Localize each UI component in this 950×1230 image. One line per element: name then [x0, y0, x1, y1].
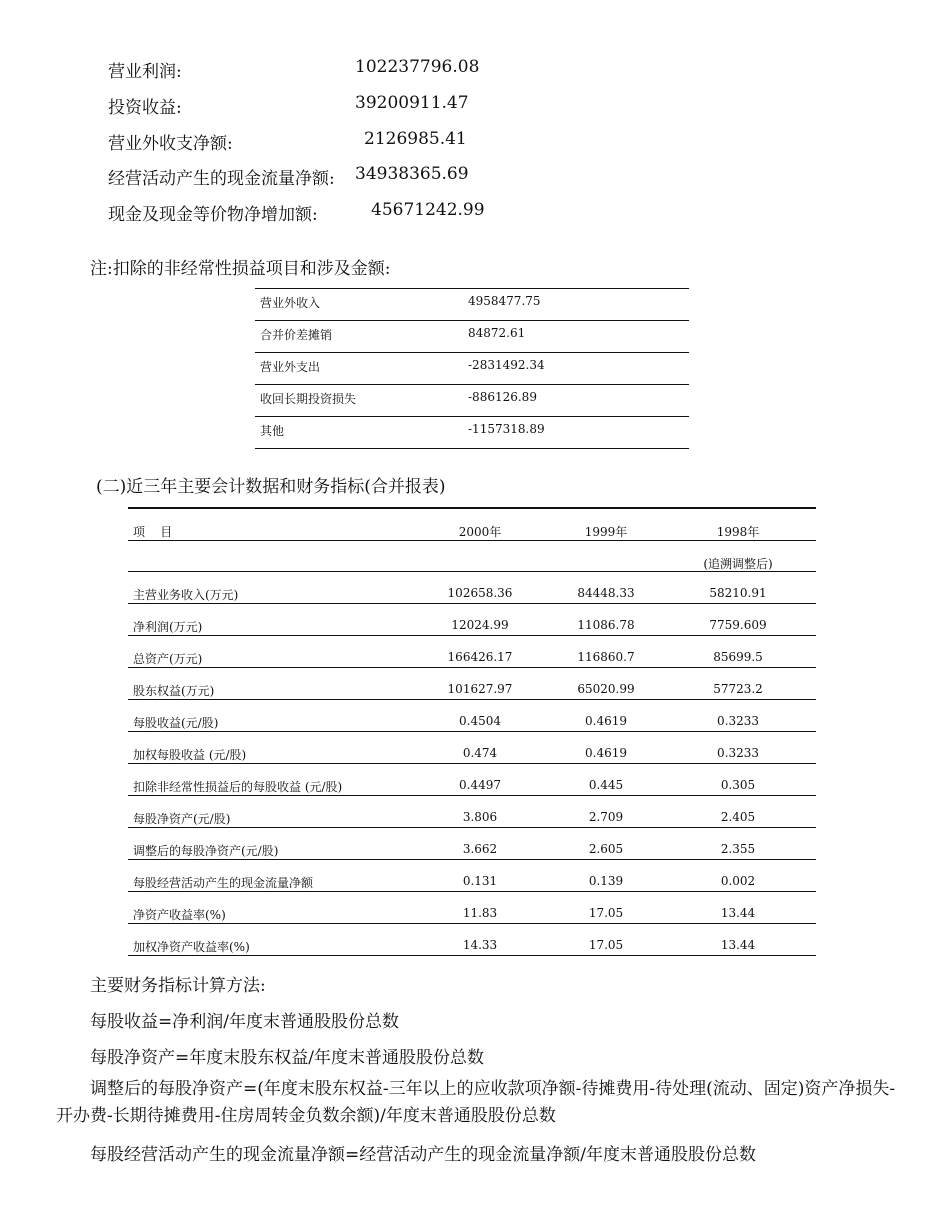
row-value: 85699.5	[713, 650, 763, 664]
summary-label-operating-cashflow: 经营活动产生的现金流量净额:	[108, 169, 335, 189]
table-row	[255, 320, 689, 352]
row-value: 12024.99	[451, 618, 509, 632]
summary-value-operating-cashflow: 34938365.69	[355, 164, 469, 184]
row-value: 2.355	[720, 842, 756, 856]
row-value: 84448.33	[577, 586, 635, 600]
summary-value-nonoperating-net: 2126985.41	[364, 129, 467, 149]
row-value: 2.709	[588, 810, 624, 824]
row-value: 14.33	[462, 938, 498, 952]
row-value: 3.662	[462, 842, 498, 856]
deduction-item: 其他	[260, 424, 285, 438]
formula-navps: 每股净资产=年度末股东权益/年度末普通股股份总数	[90, 1048, 484, 1068]
summary-value-investment-income: 39200911.47	[355, 93, 469, 113]
formula-cashflow-per-share: 每股经营活动产生的现金流量净额=经营活动产生的现金流量净额/年度末普通股股份总数	[90, 1145, 756, 1165]
table-row	[255, 384, 689, 416]
table-row	[128, 700, 816, 732]
row-label: 加权每股收益 (元/股)	[133, 748, 247, 762]
row-value: 116860.7	[577, 650, 635, 664]
row-value: 11086.78	[577, 618, 635, 632]
table-row	[255, 416, 689, 449]
deduction-amount: 4958477.75	[468, 294, 541, 308]
row-value: 102658.36	[447, 586, 513, 600]
deduction-item: 收回长期投资损失	[260, 392, 357, 406]
row-value: 0.4619	[585, 714, 627, 728]
table-row	[128, 764, 816, 796]
table-row	[128, 668, 816, 700]
deduction-amount: -1157318.89	[468, 422, 545, 436]
summary-label-investment-income: 投资收益:	[108, 98, 182, 118]
deduction-amount: 84872.61	[468, 326, 526, 340]
row-value: 17.05	[588, 938, 624, 952]
summary-label-nonoperating-net: 营业外收支净额:	[108, 134, 233, 154]
row-label: 每股收益(元/股)	[133, 716, 219, 730]
row-value: 0.474	[462, 746, 498, 760]
row-value: 7759.609	[709, 618, 767, 632]
note-title: 注:扣除的非经常性损益项目和涉及金额:	[90, 259, 391, 279]
table-row	[128, 924, 816, 956]
row-value: 65020.99	[577, 682, 635, 696]
row-value: 13.44	[720, 938, 756, 952]
summary-value-cash-increase: 45671242.99	[371, 200, 485, 220]
deduction-item: 营业外收入	[260, 296, 321, 310]
row-label: 主营业务收入(万元)	[133, 588, 239, 602]
row-value: 0.3233	[717, 746, 759, 760]
row-value: 57723.2	[713, 682, 763, 696]
header-2000: 2000年	[458, 525, 502, 539]
row-label: 扣除非经常性损益后的每股收益 (元/股)	[133, 780, 343, 794]
header-divider	[128, 540, 816, 541]
table-row	[128, 892, 816, 924]
table-row	[128, 796, 816, 828]
row-value: 0.4619	[585, 746, 627, 760]
table-header	[128, 507, 816, 572]
row-label: 总资产(万元)	[133, 652, 203, 666]
row-value: 0.305	[720, 778, 756, 792]
row-value: 0.139	[588, 874, 624, 888]
section-title: (二)近三年主要会计数据和财务指标(合并报表)	[96, 477, 446, 497]
row-value: 17.05	[588, 906, 624, 920]
row-label: 净资产收益率(%)	[133, 908, 226, 922]
table-row	[128, 604, 816, 636]
table-row	[255, 288, 689, 320]
row-value: 3.806	[462, 810, 498, 824]
row-value: 0.002	[720, 874, 756, 888]
deduction-item: 营业外支出	[260, 360, 321, 374]
table-body	[128, 572, 816, 956]
methods-title: 主要财务指标计算方法:	[90, 976, 266, 996]
row-value: 11.83	[462, 906, 498, 920]
deduction-amount: -2831492.34	[468, 358, 545, 372]
row-value: 101627.97	[447, 682, 513, 696]
table-row	[128, 636, 816, 668]
deduction-amount: -886126.89	[468, 390, 537, 404]
header-1998-note: (追溯调整后)	[703, 557, 773, 571]
table-row	[128, 732, 816, 764]
table-row	[255, 352, 689, 384]
row-value: 13.44	[720, 906, 756, 920]
row-value: 2.405	[720, 810, 756, 824]
financial-indicators-table	[128, 507, 816, 956]
row-value: 166426.17	[447, 650, 513, 664]
summary-label-operating-profit: 营业利润:	[108, 62, 182, 82]
row-label: 加权净资产收益率(%)	[133, 940, 250, 954]
row-value: 0.131	[462, 874, 498, 888]
deductions-table	[255, 288, 689, 449]
table-row	[128, 828, 816, 860]
row-label: 调整后的每股净资产(元/股)	[133, 844, 279, 858]
deduction-item: 合并价差摊销	[260, 328, 333, 342]
formula-eps: 每股收益=净利润/年度末普通股股份总数	[90, 1012, 399, 1032]
row-label: 每股净资产(元/股)	[133, 812, 231, 826]
summary-label-cash-increase: 现金及现金等价物净增加额:	[108, 205, 318, 225]
formula-adjusted-navps: 调整后的每股净资产=(年度末股东权益-三年以上的应收款项净额-待摊费用-待处理(流动、固定)资产净损失-开办费-长期待摊费用-住房周转金负数余额)/年度末普通股股份总数	[56, 1079, 896, 1126]
row-label: 每股经营活动产生的现金流量净额	[133, 876, 314, 890]
table-row	[128, 860, 816, 892]
row-label: 净利润(万元)	[133, 620, 203, 634]
table-row	[128, 572, 816, 604]
header-1999: 1999年	[584, 525, 628, 539]
summary-value-operating-profit: 102237796.08	[355, 57, 480, 77]
row-value: 0.3233	[717, 714, 759, 728]
header-1998: 1998年	[716, 525, 760, 539]
row-value: 0.4504	[459, 714, 501, 728]
row-label: 股东权益(万元)	[133, 684, 215, 698]
row-value: 58210.91	[709, 586, 767, 600]
row-value: 0.4497	[459, 778, 501, 792]
header-item: 项 目	[133, 525, 173, 539]
row-value: 2.605	[588, 842, 624, 856]
row-value: 0.445	[588, 778, 624, 792]
